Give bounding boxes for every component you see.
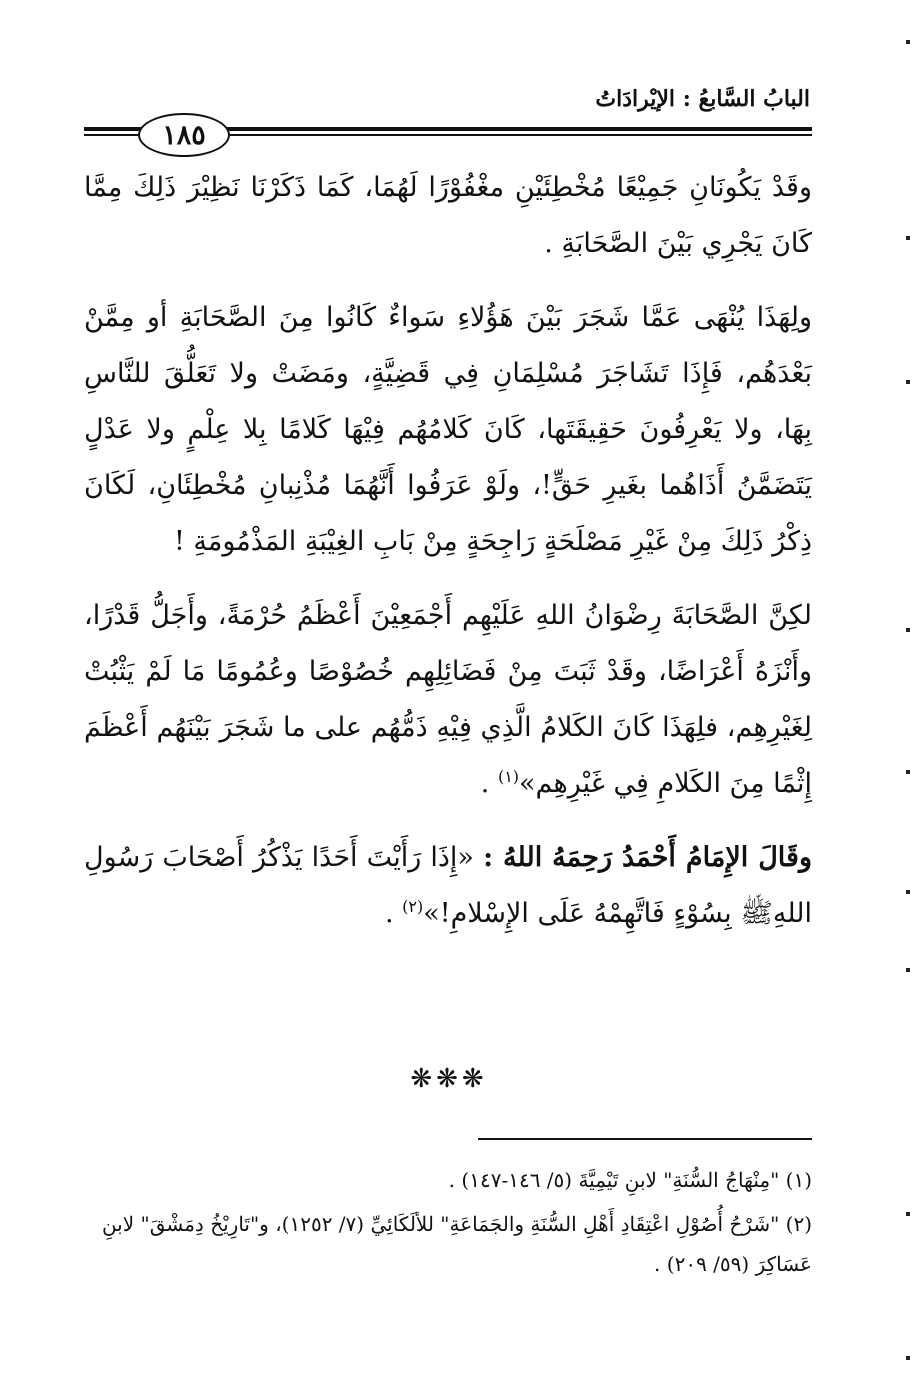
paragraph-1: وقَدْ يَكُونَانِ جَمِيْعًا مُخْطِئَيْنِ مغْفُوْرًا لَهُمَا، كَمَا ذَكَرْنَا نَظِيْرَ ذَلِكَ مِمَّا كَانَ يَجْرِي بَيْنَ الصَّحَابَةِ . [84,172,812,259]
paragraph-2: ولِهَذَا يُنْهَى عَمَّا شَجَرَ بَيْنَ هَؤُلاءِ سَواءٌ كَانُوا مِنَ الصَّحَابَةِ أو مِمَّنْ بَعْدَهُم، فَإِذَا تَشَاجَرَ مُسْلِمَانِ فِي قَضِيَّةٍ، ومَضَتْ ولا تَعَلُّقَ للنَّاسِ بِهَا، ولا يَعْرِفُونَ حَقِيقَتَها، كَانَ كَلامُهُم فِيْهَا كَلامًا بِلا عِلْمٍ ولا عَدْلٍ يَتَضَمَّنُ أَذَاهُما بغَيرِ حَقٍّ!، ولَوْ عَرَفُوا أَنَّهُمَا مُذْنِبانِ مُخْطِئَانِ، لَكَانَ ذِكْرُ ذَلِكَ مِنْ غَيْرِ مَصْلَحَةٍ رَاجِحَةٍ مِنْ بَابِ الغِيْبَةِ المَذْمُومَةِ ! [84,302,812,557]
paragraph-4: وقَالَ الإِمَامُ أَحْمَدُ رَحِمَهُ اللهُ : «إِذَا رَأَيْتَ أَحَدًا يَذْكُرُ أَصْحَابَ رَسُولِ اللهِﷺ بِسُوْءٍ فَاتَّهِمْهُ عَلَى الإِسْلامِ!»$^{(٢)}$ . [84,842,812,929]
page-number: ١٨٥ [138,113,230,157]
edge-mark [906,968,910,972]
edge-mark [906,890,910,894]
edge-mark [906,40,910,44]
main-text [84,160,812,942]
footnote-ref-1: (١) [497,767,520,786]
edge-mark [906,380,910,384]
paragraph-3-text: لكِنَّ الصَّحَابَةَ رِضْوَانُ اللهِ عَلَيْهِم أَجْمَعِيْنَ أَعْظَمُ حُرْمَةً، وأَجَلُّ قَدْرًا، وأَنْزَهُ أَعْرَاضًا، وقَدْ ثَبَتَ مِنْ فَضَائِلِهِم خُصُوْصًا وعُمُومًا مَا لَمْ يَثْبُتْ لِغَيْرِهِم، فلِهَذَا كَانَ الكَلامُ الَّذِي فِيْهِ ذَمُّهُم على ما شَجَرَ بَيْنَهُم أَعْظَمَ إِثْمًا مِنَ الكَلامِ فِي غَيْرِهِم» [84,600,812,799]
footnote-ref-2: (٢) [402,897,424,916]
paragraph-4-lead: وقَالَ الإِمَامُ أَحْمَدُ رَحِمَهُ اللهُ : [483,842,812,873]
footnote-rule [478,1138,812,1140]
edge-mark [906,1212,910,1216]
footnote-2: (٢) "شَرْحُ أُصُوْلِ اعْتِقَادِ أَهْلِ السُّنَةِ والجَمَاعَةِ" للألَكَائِيِّ (٧/ ١٢٥٢)، و"تَارِيْخُ دِمَشْقَ" لابنِ عَسَاكِرَ (٥٩/ ٢٠٩) . [101,1212,812,1276]
edge-mark [906,1356,910,1360]
edge-mark [906,770,910,774]
footnotes [90,1160,812,1284]
edge-mark [906,628,910,632]
paragraph-4-quote-end: رَسُولِ اللهِﷺ بِسُوْءٍ فَاتَّهِمْهُ عَلَى الإِسْلامِ!» [84,842,812,929]
paragraph-3: لكِنَّ الصَّحَابَةَ رِضْوَانُ اللهِ عَلَيْهِم أَجْمَعِيْنَ أَعْظَمُ حُرْمَةً، وأَجَلُّ قَدْرًا، وأَنْزَهُ أَعْرَاضًا، وقَدْ ثَبَتَ مِنْ فَضَائِلِهِم خُصُوْصًا وعُمُومًا مَا لَمْ يَثْبُتْ لِغَيْرِهِم، فلِهَذَا كَانَ الكَلامُ الَّذِي فِيْهِ ذَمُّهُم على ما شَجَرَ بَيْنَهُم أَعْظَمَ إِثْمًا مِنَ الكَلامِ فِي غَيْرِهِم»$^{(١)}$ . [84,600,812,799]
chapter-title: البابُ السَّابعُ : الإيْرادَاتُ [595,86,810,112]
footnote-1: (١) "مِنْهَاجُ السُّنَةِ" لابنِ تَيْمِيَّةَ (٥/ ١٤٦-١٤٧) . [448,1168,812,1192]
section-separator: ❋❋❋ [410,1064,488,1094]
edge-mark [906,236,910,240]
paragraph-4-quote-start: «إِذَا رَأَيْتَ أَحَدًا يَذْكُرُ أَصْحَابَ [153,842,484,873]
